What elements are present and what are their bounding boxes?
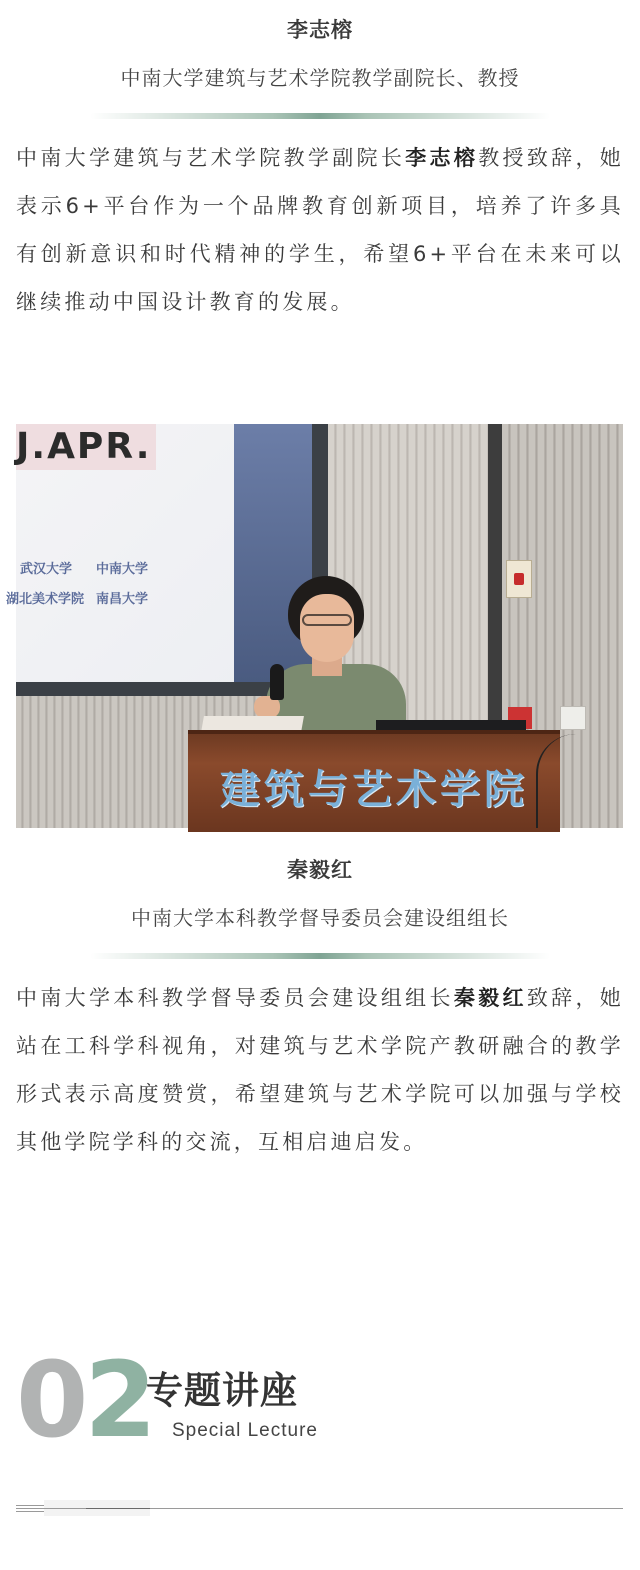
wall-switch-icon xyxy=(560,706,586,730)
glasses-icon xyxy=(302,614,352,626)
screen-banner xyxy=(16,424,156,470)
speaker1-title: 中南大学建筑与艺术学院教学副院长、教授 xyxy=(120,66,520,90)
screen-banner-text: J.APR. xyxy=(16,426,152,467)
speaker2-para-name: 秦毅红 xyxy=(453,986,527,1010)
speaker1-name: 李志榕 xyxy=(287,18,353,42)
speech-photo xyxy=(6,424,623,828)
fire-alarm-icon xyxy=(506,560,532,598)
speaker2-paragraph xyxy=(16,974,624,1166)
speaker-face xyxy=(300,594,354,662)
screen-uni-3: 湖北美术学院 xyxy=(6,592,85,607)
screen-blue-panel xyxy=(234,424,312,682)
section-subtitle: Special Lecture xyxy=(172,1420,318,1441)
bottom-mark-2 xyxy=(16,1511,44,1512)
speaker2-para-prefix: 中南大学本科教学督导委员会建设组组长 xyxy=(16,986,454,1010)
speaker1-para-prefix: 中南大学建筑与艺术学院教学副院长 xyxy=(16,146,406,170)
microphone-icon xyxy=(270,664,284,700)
bottom-mark-1 xyxy=(16,1505,44,1506)
section-number: 02 xyxy=(16,1339,153,1461)
speaker2-para-suffix: 致辞，她站在工科学科视角，对建筑与艺术学院产教研融合的教学形式表示高度赞赏，希望建筑与艺术学院可以加强与学校其他学院学科的交流，互相启迪启发。 xyxy=(16,986,624,1154)
podium xyxy=(188,730,560,832)
speaker2-name: 秦毅红 xyxy=(287,858,353,882)
screen-uni-4: 南昌大学 xyxy=(96,592,149,607)
speaker1-paragraph xyxy=(16,134,624,326)
speaker1-divider xyxy=(90,113,550,119)
screen-uni-2: 中南大学 xyxy=(96,562,149,577)
screen-uni-1: 武汉大学 xyxy=(20,562,73,577)
speaker2-divider xyxy=(90,953,550,959)
bottom-mark-3 xyxy=(86,1508,150,1509)
speaker1-para-suffix: 教授致辞，她表示6+平台作为一个品牌教育创新项目，培养了许多具有创新意识和时代精神的学生，希望6+平台在未来可以继续推动中国设计教育的发展。 xyxy=(16,146,625,314)
speaker1-para-name: 李志榕 xyxy=(405,146,479,170)
podium-text: 建筑与艺术学院 xyxy=(220,766,528,813)
speaker2-title: 中南大学本科教学督导委员会建设组组长 xyxy=(131,906,509,930)
photo-pillar xyxy=(488,424,502,754)
section-title: 专题讲座 xyxy=(146,1369,298,1412)
